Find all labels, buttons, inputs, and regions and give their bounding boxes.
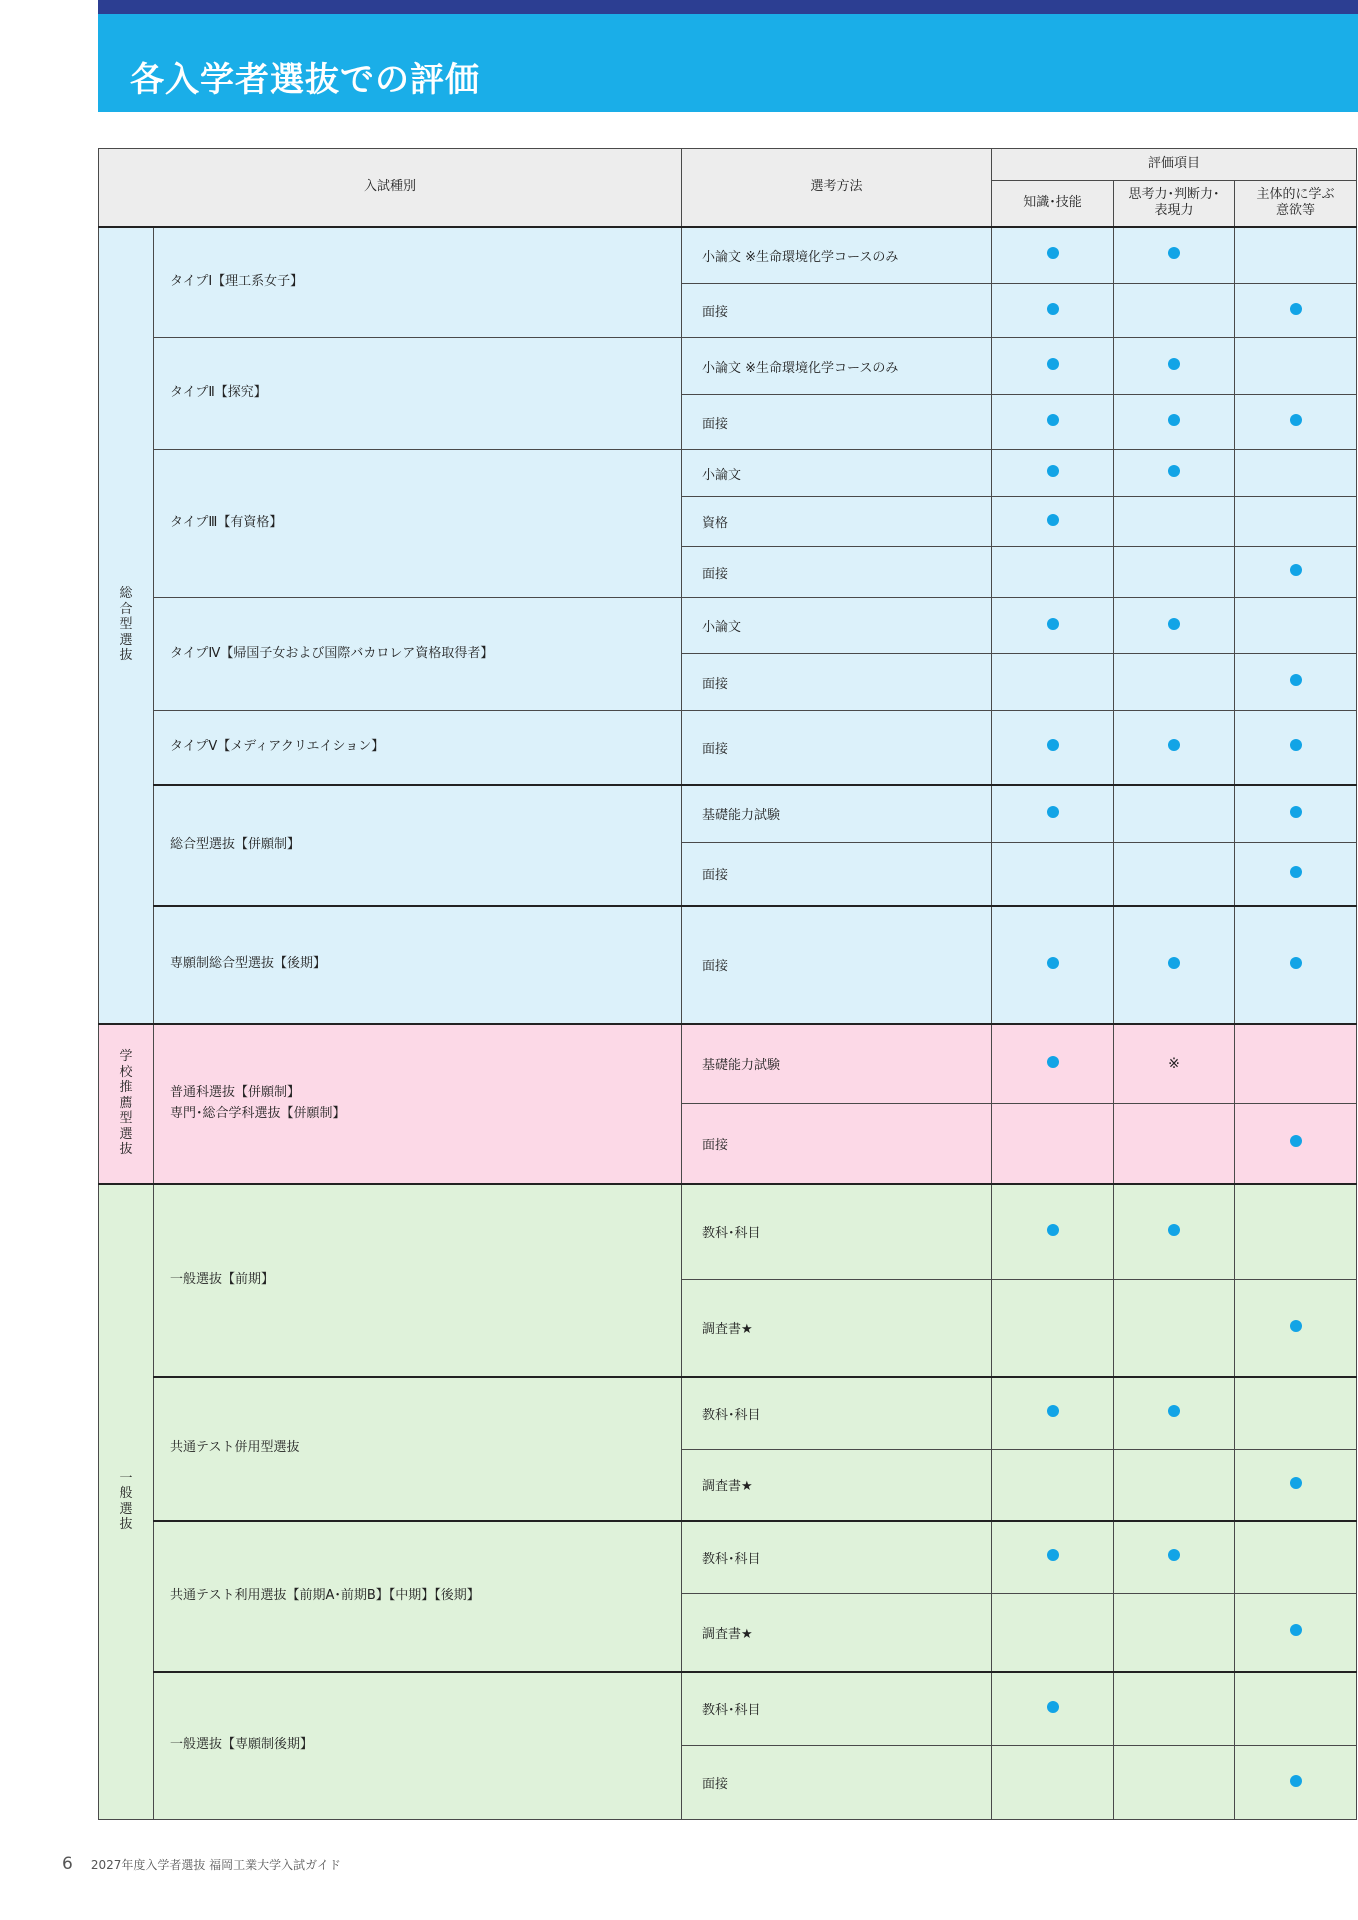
evaluation-dot (1168, 414, 1180, 426)
selection-type-label: 共通テスト利用選抜【前期A･前期B】【中期】【後期】 (154, 1521, 682, 1672)
evaluation-dot (1047, 1224, 1059, 1236)
selection-type-label: 普通科選抜【併願制】 専門･総合学科選抜【併願制】 (154, 1024, 682, 1184)
method-cell: 基礎能力試験 (682, 1024, 992, 1104)
mark-cell-motivation (1235, 1280, 1357, 1377)
mark-cell-knowledge (992, 843, 1114, 906)
mark-cell-thinking (1114, 1746, 1235, 1820)
evaluation-table (98, 148, 1357, 1820)
mark-cell-thinking (1114, 1104, 1235, 1184)
mark-cell-motivation (1235, 1672, 1357, 1746)
method-cell: 面接 (682, 395, 992, 450)
mark-cell-motivation (1235, 395, 1357, 450)
group-label-text: 一般選抜 (119, 1470, 133, 1533)
selection-type-label: タイプⅡ【探究】 (154, 338, 682, 450)
mark-cell-knowledge (992, 598, 1114, 654)
table-row (99, 1672, 1357, 1746)
method-cell: 教科･科目 (682, 1672, 992, 1746)
mark-cell-knowledge (992, 1672, 1114, 1746)
selection-type-label: タイプⅤ【メディアクリエイション】 (154, 711, 682, 785)
evaluation-dot (1168, 1549, 1180, 1561)
table-row (99, 1377, 1357, 1450)
method-cell: 資格 (682, 497, 992, 547)
method-cell: 基礎能力試験 (682, 785, 992, 843)
method-cell: 調査書★ (682, 1594, 992, 1672)
page-title: 各入学者選抜での評価 (130, 60, 480, 100)
mark-cell-motivation (1235, 1450, 1357, 1521)
mark-cell-thinking (1114, 598, 1235, 654)
group-label (99, 227, 154, 1024)
evaluation-dot (1047, 465, 1059, 477)
mark-cell-thinking (1114, 284, 1235, 338)
evaluation-dot (1047, 247, 1059, 259)
evaluation-dot (1047, 1549, 1059, 1561)
table-row (99, 598, 1357, 654)
table-row (99, 450, 1357, 497)
table-row (99, 785, 1357, 843)
method-cell: 面接 (682, 711, 992, 785)
method-cell: 面接 (682, 654, 992, 711)
mark-cell-thinking (1114, 1377, 1235, 1450)
mark-cell-motivation (1235, 711, 1357, 785)
mark-cell-motivation (1235, 1024, 1357, 1104)
mark-cell-motivation (1235, 338, 1357, 395)
mark-cell-knowledge (992, 785, 1114, 843)
evaluation-dot (1168, 618, 1180, 630)
footer-text: 2027年度入学者選抜 福岡工業大学入試ガイド (90, 1858, 341, 1872)
mark-cell-motivation (1235, 785, 1357, 843)
selection-type-label: タイプⅢ【有資格】 (154, 450, 682, 598)
mark-cell-motivation (1235, 1377, 1357, 1450)
mark-cell-thinking (1114, 843, 1235, 906)
method-cell: 小論文 (682, 598, 992, 654)
table-row (99, 227, 1357, 284)
mark-cell-knowledge (992, 654, 1114, 711)
mark-cell-knowledge (992, 547, 1114, 598)
method-cell: 面接 (682, 547, 992, 598)
mark-cell-thinking (1114, 906, 1235, 1024)
table-row (99, 1024, 1357, 1104)
mark-cell-thinking (1114, 547, 1235, 598)
mark-cell-knowledge (992, 497, 1114, 547)
evaluation-dot (1290, 564, 1302, 576)
mark-cell-knowledge (992, 227, 1114, 284)
evaluation-dot (1290, 1775, 1302, 1787)
group-label (99, 1024, 154, 1184)
group-label-text: 学校推薦型選抜 (119, 1048, 133, 1158)
evaluation-dot (1168, 1224, 1180, 1236)
table-row (99, 1521, 1357, 1594)
mark-cell-knowledge (992, 284, 1114, 338)
mark-cell-knowledge (992, 450, 1114, 497)
header-criterion-knowledge: 知識･技能 (992, 181, 1114, 227)
mark-cell-motivation (1235, 227, 1357, 284)
method-cell: 小論文 (682, 450, 992, 497)
evaluation-dot (1290, 1320, 1302, 1332)
mark-cell-knowledge (992, 1594, 1114, 1672)
method-cell: 教科･科目 (682, 1184, 992, 1280)
evaluation-dot (1047, 414, 1059, 426)
evaluation-dot (1290, 414, 1302, 426)
evaluation-dot (1290, 1477, 1302, 1489)
evaluation-table-body (99, 227, 1357, 1820)
mark-cell-motivation (1235, 1746, 1357, 1820)
evaluation-note-mark: ※ (1168, 1055, 1180, 1072)
evaluation-dot (1047, 1405, 1059, 1417)
mark-cell-thinking (1114, 450, 1235, 497)
method-cell: 教科･科目 (682, 1521, 992, 1594)
evaluation-dot (1290, 674, 1302, 686)
mark-cell-knowledge (992, 1280, 1114, 1377)
mark-cell-thinking (1114, 711, 1235, 785)
mark-cell-motivation (1235, 1521, 1357, 1594)
selection-type-label: 共通テスト併用型選抜 (154, 1377, 682, 1521)
evaluation-dot (1290, 866, 1302, 878)
mark-cell-thinking (1114, 1184, 1235, 1280)
mark-cell-motivation (1235, 906, 1357, 1024)
group-label (99, 1184, 154, 1820)
evaluation-dot (1290, 739, 1302, 751)
method-cell: 面接 (682, 1104, 992, 1184)
table-row (99, 1184, 1357, 1280)
mark-cell-thinking (1114, 654, 1235, 711)
evaluation-dot (1047, 514, 1059, 526)
selection-type-label: タイプⅣ【帰国子女および国際バカロレア資格取得者】 (154, 598, 682, 711)
evaluation-dot (1290, 1135, 1302, 1147)
mark-cell-motivation (1235, 284, 1357, 338)
evaluation-dot (1168, 247, 1180, 259)
method-cell: 調査書★ (682, 1450, 992, 1521)
selection-type-label: 専願制総合型選抜【後期】 (154, 906, 682, 1024)
evaluation-dot (1047, 358, 1059, 370)
mark-cell-thinking (1114, 497, 1235, 547)
mark-cell-knowledge (992, 1104, 1114, 1184)
header-method: 選考方法 (682, 149, 992, 227)
evaluation-dot (1290, 303, 1302, 315)
mark-cell-knowledge (992, 1450, 1114, 1521)
evaluation-dot (1168, 957, 1180, 969)
evaluation-dot (1168, 739, 1180, 751)
mark-cell-motivation (1235, 843, 1357, 906)
mark-cell-thinking (1114, 1672, 1235, 1746)
mark-cell-thinking (1114, 1594, 1235, 1672)
mark-cell-motivation (1235, 547, 1357, 598)
method-cell: 小論文 ※生命環境化学コースのみ (682, 338, 992, 395)
mark-cell-knowledge (992, 1024, 1114, 1104)
mark-cell-thinking (1114, 785, 1235, 843)
evaluation-dot (1047, 303, 1059, 315)
evaluation-dot (1047, 957, 1059, 969)
page-footer (62, 1854, 341, 1874)
header-criterion-motivation: 主体的に学ぶ 意欲等 (1235, 181, 1357, 227)
group-label-text: 総合型選抜 (119, 586, 133, 664)
evaluation-dot (1168, 358, 1180, 370)
mark-cell-knowledge (992, 395, 1114, 450)
mark-cell-knowledge (992, 906, 1114, 1024)
mark-cell-knowledge (992, 1746, 1114, 1820)
evaluation-dot (1047, 618, 1059, 630)
selection-type-label: タイプⅠ【理工系女子】 (154, 227, 682, 338)
top-accent-bar (98, 0, 1358, 14)
method-cell: 面接 (682, 906, 992, 1024)
evaluation-dot (1168, 1405, 1180, 1417)
mark-cell-thinking (1114, 338, 1235, 395)
method-cell: 教科･科目 (682, 1377, 992, 1450)
mark-cell-motivation (1235, 1594, 1357, 1672)
title-banner (98, 14, 1358, 112)
mark-cell-knowledge (992, 711, 1114, 785)
mark-cell-thinking (1114, 227, 1235, 284)
method-cell: 調査書★ (682, 1280, 992, 1377)
mark-cell-knowledge (992, 1184, 1114, 1280)
evaluation-dot (1047, 739, 1059, 751)
page-number: 6 (62, 1854, 73, 1874)
evaluation-dot (1168, 465, 1180, 477)
mark-cell-motivation (1235, 497, 1357, 547)
method-cell: 面接 (682, 1746, 992, 1820)
mark-cell-motivation (1235, 1104, 1357, 1184)
header-evaluation-items: 評価項目 (992, 149, 1357, 181)
table-row (99, 711, 1357, 785)
evaluation-dot (1290, 957, 1302, 969)
mark-cell-motivation (1235, 1184, 1357, 1280)
mark-cell-motivation (1235, 450, 1357, 497)
evaluation-dot (1047, 1056, 1059, 1068)
table-row (99, 906, 1357, 1024)
mark-cell-thinking (1114, 1280, 1235, 1377)
selection-type-label: 一般選抜【前期】 (154, 1184, 682, 1377)
method-cell: 面接 (682, 843, 992, 906)
evaluation-dot (1047, 1701, 1059, 1713)
mark-cell-knowledge (992, 1521, 1114, 1594)
method-cell: 面接 (682, 284, 992, 338)
mark-cell-thinking (1114, 395, 1235, 450)
mark-cell-knowledge (992, 338, 1114, 395)
method-cell: 小論文 ※生命環境化学コースのみ (682, 227, 992, 284)
header-entrance-type: 入試種別 (99, 149, 682, 227)
mark-cell-motivation (1235, 654, 1357, 711)
mark-cell-thinking (1114, 1521, 1235, 1594)
selection-type-label: 総合型選抜【併願制】 (154, 785, 682, 906)
mark-cell-thinking (1114, 1024, 1235, 1104)
mark-cell-knowledge (992, 1377, 1114, 1450)
selection-type-label: 一般選抜【専願制後期】 (154, 1672, 682, 1820)
mark-cell-thinking (1114, 1450, 1235, 1521)
table-row (99, 338, 1357, 395)
mark-cell-motivation (1235, 598, 1357, 654)
evaluation-dot (1290, 806, 1302, 818)
header-criterion-thinking: 思考力･判断力･ 表現力 (1114, 181, 1235, 227)
evaluation-dot (1047, 806, 1059, 818)
evaluation-dot (1290, 1624, 1302, 1636)
